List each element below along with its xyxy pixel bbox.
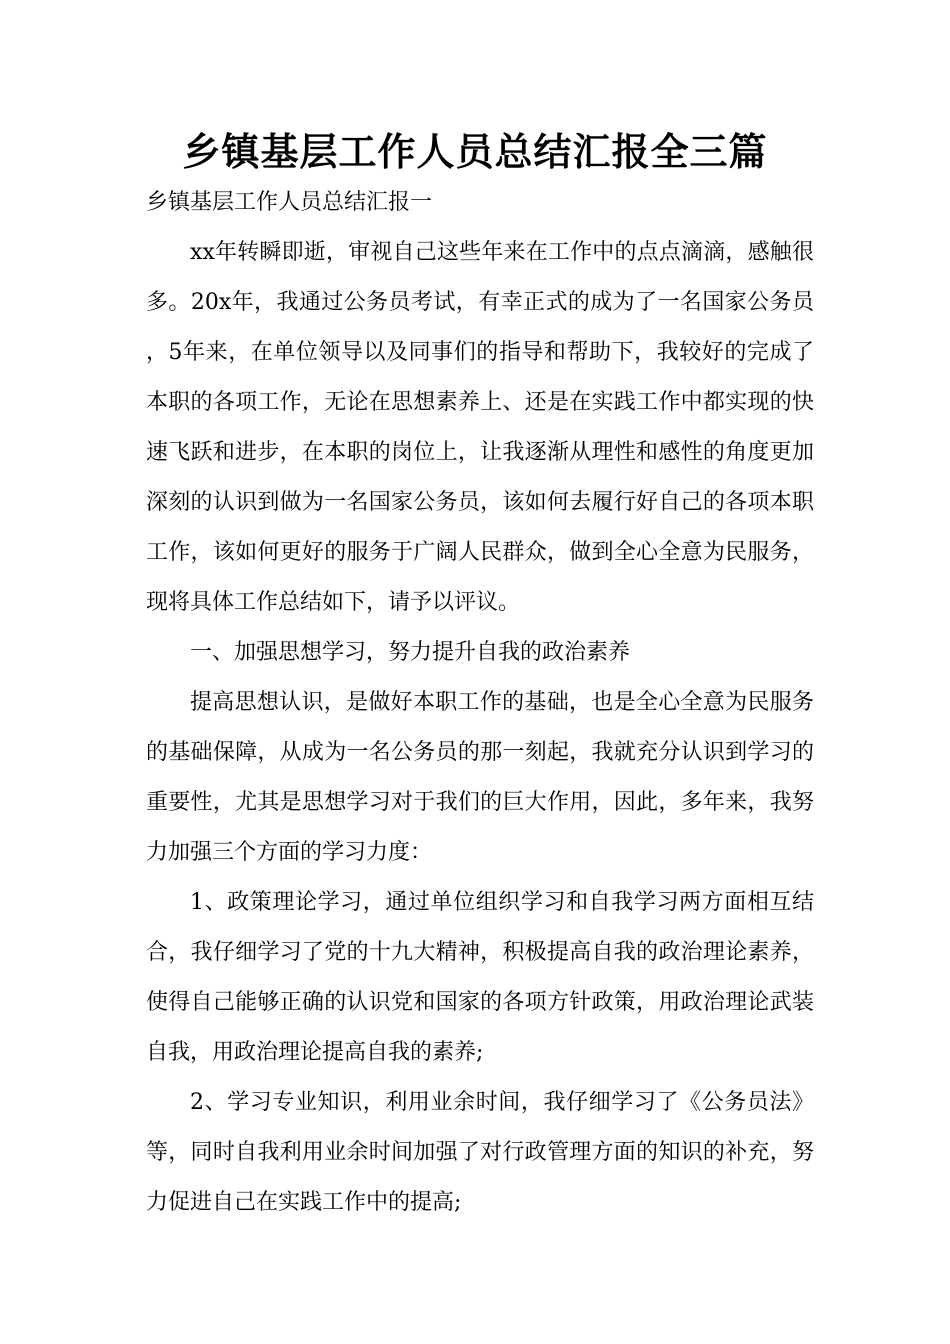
list-item-2: 2、学习专业知识，利用业余时间，我仔细学习了《公务员法》等，同时自我利用业余时间加强了对行政管理方面的知识的补充，努力促进自己在实践工作中的提高; — [146, 1090, 814, 1215]
document-title: 乡镇基层工作人员总结汇报全三篇 — [182, 130, 768, 174]
list-item-1: 1、政策理论学习，通过单位组织学习和自我学习两方面相互结合，我仔细学习了党的十九大精神，积极提高自我的政治理论素养，使得自己能够正确的认识党和国家的各项方针政策，用政治理论武装自我，用政治理论提高自我的素养; — [146, 890, 814, 1065]
body-paragraph-section-1: 提高思想认识，是做好本职工作的基础，也是全心全意为民服务的基础保障，从成为一名公务员的那一刻起，我就充分认识到学习的重要性，尤其是思想学习对于我们的巨大作用，因此，多年来，我努力加强三个方面的学习力度： — [146, 690, 814, 865]
document-subtitle: 乡镇基层工作人员总结汇报一 — [146, 190, 433, 215]
section-heading-1: 一、加强思想学习，努力提升自我的政治素养 — [190, 640, 631, 665]
document-body — [146, 178, 814, 1228]
body-paragraph-intro: xx年转瞬即逝，审视自己这些年来在工作中的点点滴滴，感触很多。20x年，我通过公务员考试，有幸正式的成为了一名国家公务员，5年来，在单位领导以及同事们的指导和帮助下，我较好的完成了本职的各项工作，无论在思想素养上、还是在实践工作中都实现的快速飞跃和进步，在本职的岗位上，让我逐渐从理性和感性的角度更加深刻的认识到做为一名国家公务员，该如何去履行好自己的各项本职工作，该如何更好的服务于广阔人民群众，做到全心全意为民服务，现将具体工作总结如下，请予以评议。 — [146, 240, 814, 615]
